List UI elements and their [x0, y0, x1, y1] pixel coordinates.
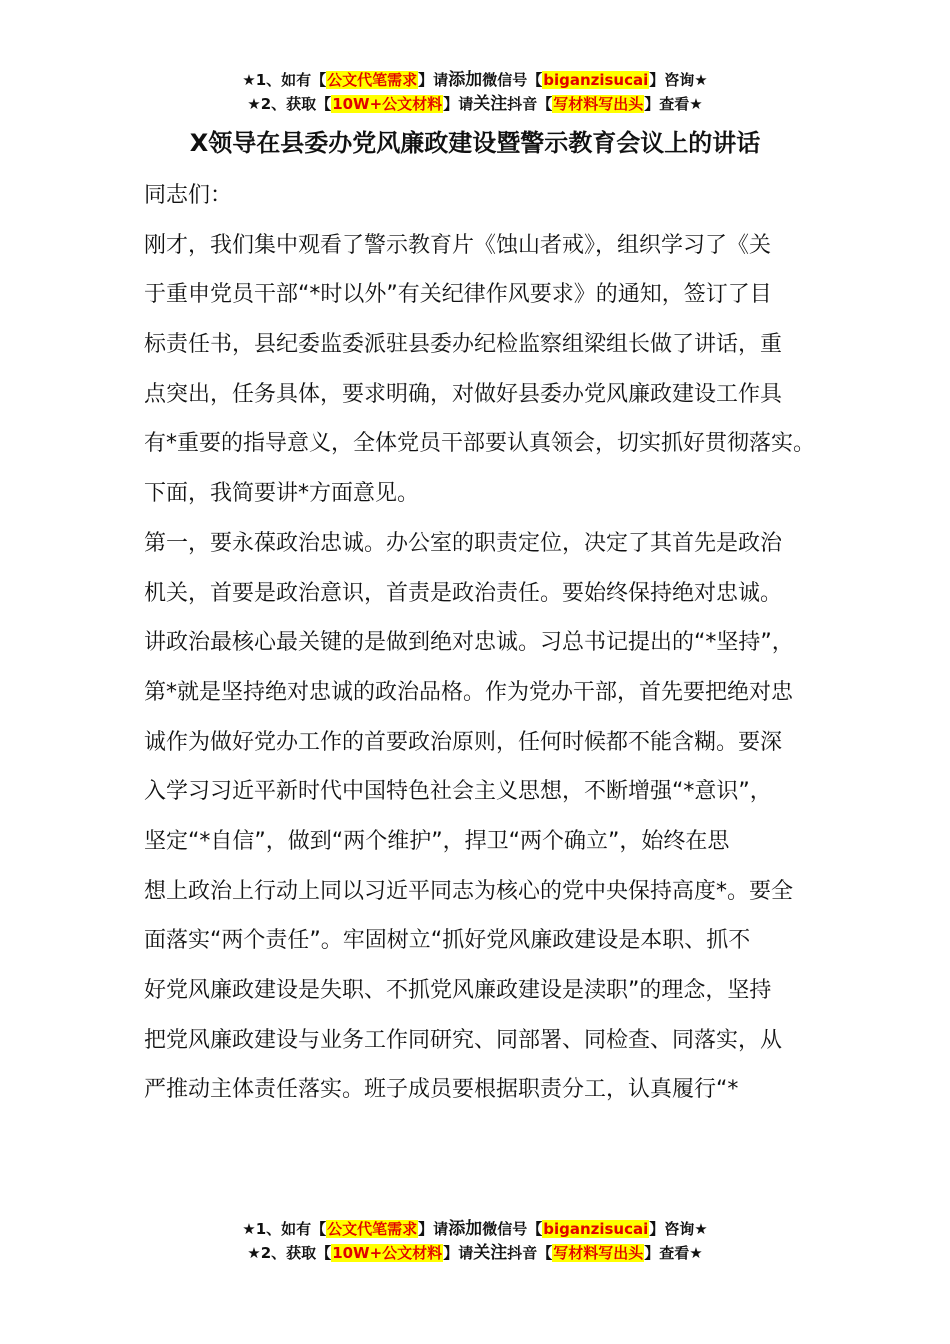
highlight-wechat-id: biganzisucai: [543, 71, 649, 89]
banner-text: 】请: [418, 71, 449, 89]
banner-line-1: [0, 68, 950, 92]
text-line: 标责任书，县纪委监委派驻县委办纪检监察组梁组长做了讲话，重: [144, 332, 783, 358]
highlight-douyin: 写材料写出头: [553, 1244, 644, 1262]
banner-emphasis: 关注: [473, 1243, 508, 1263]
banner-line-2: [0, 1241, 950, 1265]
banner-emphasis: 添加: [448, 1219, 483, 1239]
banner-line-1: [0, 1217, 950, 1241]
banner-text: 】查看★: [644, 95, 703, 113]
text-line: 刚才，我们集中观看了警示教育片《蚀山者戒》，组织学习了《关: [144, 232, 772, 258]
text-line: 想上政治上行动上同以习近平同志为核心的党中央保持高度*。要全: [144, 878, 794, 904]
banner-text: ★1、如有【: [242, 1220, 327, 1238]
banner-text: 】请: [443, 95, 474, 113]
highlight-service: 公文代笔需求: [327, 1220, 418, 1238]
highlight-service: 公文代笔需求: [327, 71, 418, 89]
header-banner: [0, 68, 950, 116]
banner-emphasis: 关注: [473, 94, 508, 114]
banner-text: 微信号【: [482, 71, 543, 89]
text-line: 同志们：: [144, 183, 233, 208]
banner-text: ★2、获取【: [247, 95, 332, 113]
document-title: X领导在县委办党风廉政建设暨警示教育会议上的讲话: [189, 129, 761, 157]
banner-text: 抖音【: [507, 1244, 553, 1262]
text-line: 有*重要的指导意义，全体党员干部要认真领会，切实抓好贯彻落实。: [144, 431, 816, 457]
banner-text: 抖音【: [507, 95, 553, 113]
text-line: 点突出，任务具体，要求明确，对做好县委办党风廉政建设工作具: [144, 381, 783, 407]
highlight-wechat-id: biganzisucai: [543, 1220, 649, 1238]
banner-text: 】咨询★: [649, 1220, 708, 1238]
document-body: [144, 171, 834, 1115]
banner-text: ★2、获取【: [247, 1244, 332, 1262]
text-line: 于重申党员干部“*时以外”有关纪律作风要求》的通知，签订了目: [144, 282, 772, 308]
highlight-materials: 10W+公文材料: [332, 95, 443, 113]
footer-banner: [0, 1217, 950, 1265]
text-line: 面落实“两个责任”。牢固树立“抓好党风廉政建设是本职、抓不: [144, 928, 751, 954]
banner-line-2: [0, 92, 950, 116]
text-line: 把党风廉政建设与业务工作同研究、同部署、同检查、同落实，从: [144, 1027, 783, 1053]
text-line: 机关，首要是政治意识，首责是政治责任。要始终保持绝对忠诚。: [144, 580, 783, 606]
text-line: 讲政治最核心最关键的是做到绝对忠诚。习总书记提出的“*坚持”，: [144, 630, 794, 656]
text-line: 下面，我简要讲*方面意见。: [144, 481, 420, 507]
highlight-materials: 10W+公文材料: [332, 1244, 443, 1262]
text-line: 入学习习近平新时代中国特色社会主义思想，不断增强“*意识”，: [144, 779, 772, 805]
text-line: 坚定“*自信”，做到“两个维护”，捍卫“两个确立”，始终在思: [144, 828, 730, 854]
banner-emphasis: 添加: [448, 70, 483, 90]
banner-text: ★1、如有【: [242, 71, 327, 89]
text-line: 严推动主体责任落实。班子成员要根据职责分工，认真履行“*: [144, 1077, 739, 1103]
banner-text: 】请: [443, 1244, 474, 1262]
banner-text: 】请: [418, 1220, 449, 1238]
text-line: 第一，要永葆政治忠诚。办公室的职责定位，决定了其首先是政治: [144, 530, 783, 556]
highlight-douyin: 写材料写出头: [553, 95, 644, 113]
banner-text: 】咨询★: [649, 71, 708, 89]
banner-text: 微信号【: [482, 1220, 543, 1238]
text-line: 第*就是坚持绝对忠诚的政治品格。作为党办干部，首先要把绝对忠: [144, 679, 794, 705]
text-line: 诚作为做好党办工作的首要政治原则，任何时候都不能含糊。要深: [144, 729, 783, 755]
banner-text: 】查看★: [644, 1244, 703, 1262]
text-line: 好党风廉政建设是失职、不抓党风廉政建设是渎职”的理念，坚持: [144, 978, 772, 1003]
